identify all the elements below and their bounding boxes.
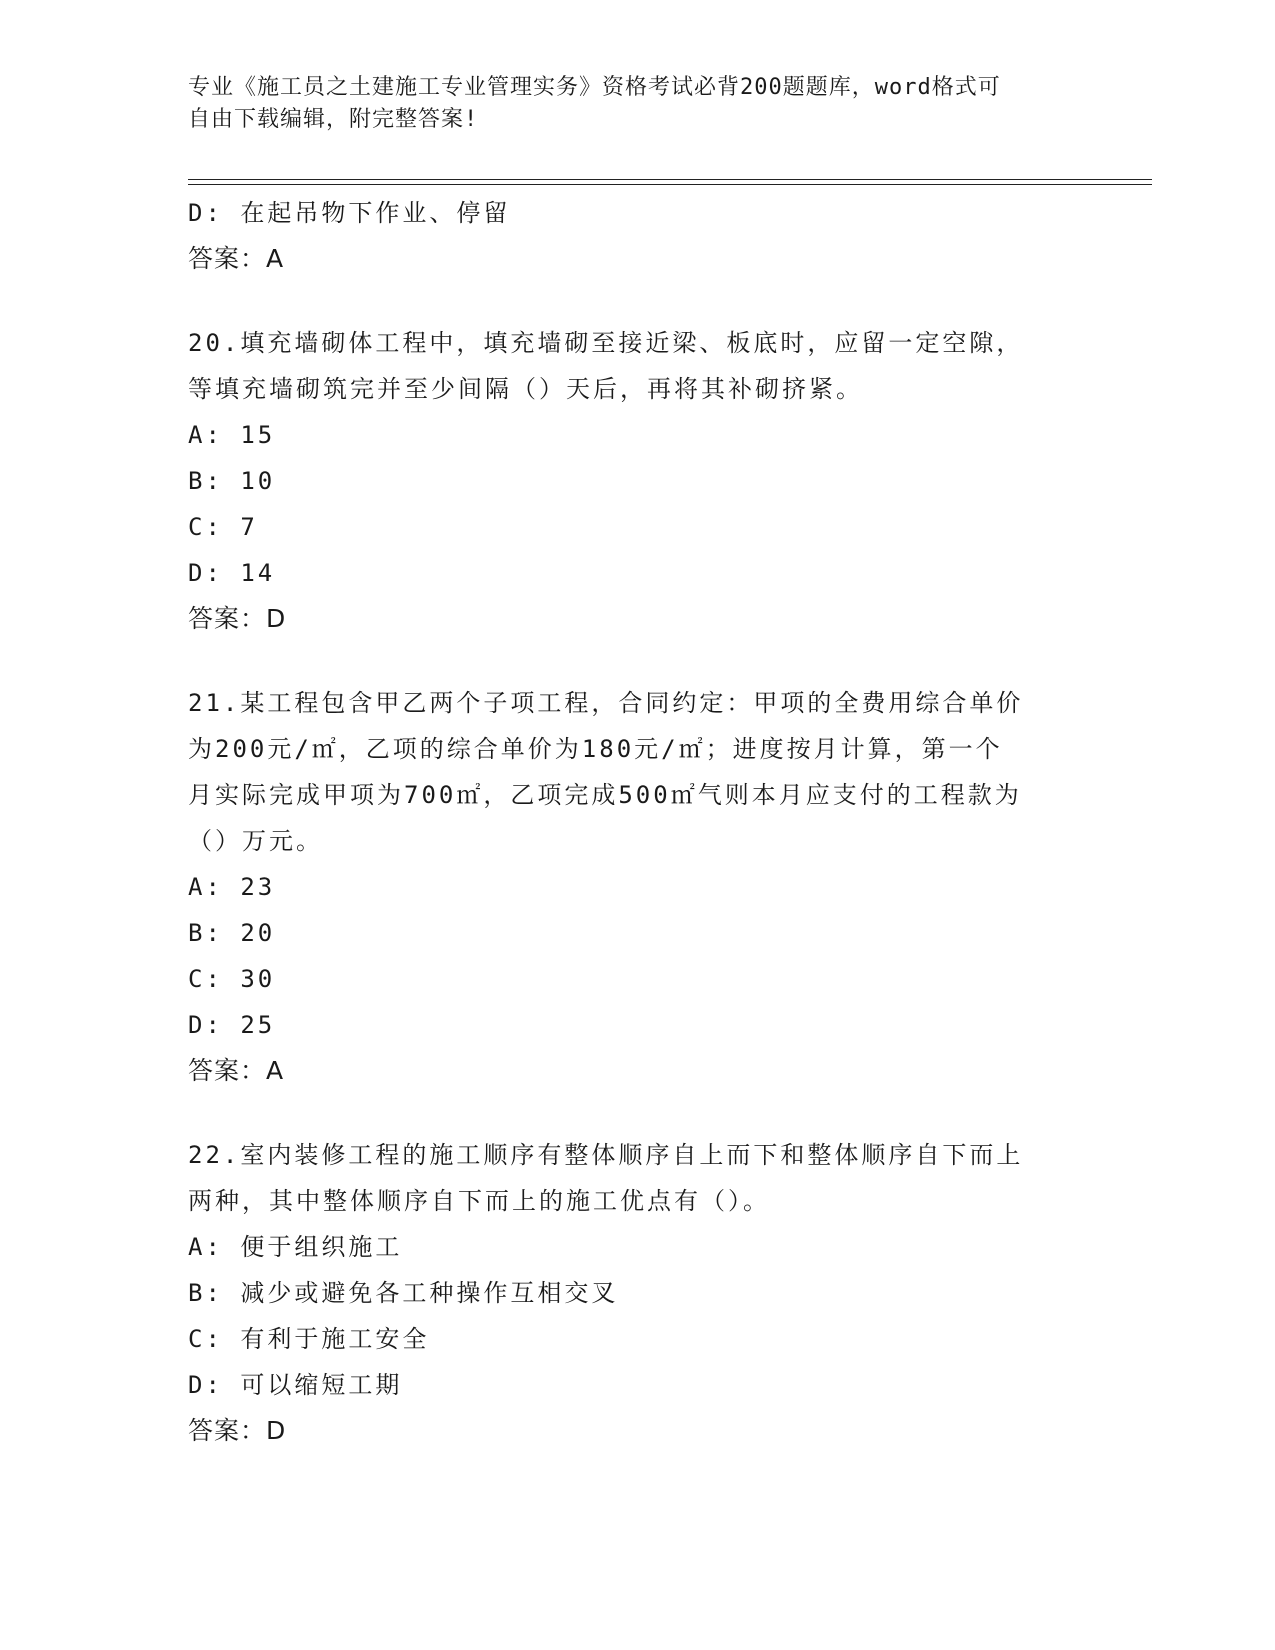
document-body xyxy=(188,190,1088,1454)
option-d: D: 可以缩短工期 xyxy=(188,1371,403,1399)
stem-line: （）万元。 xyxy=(188,827,323,855)
question-stem xyxy=(188,680,1088,864)
option-c: C: 30 xyxy=(188,965,276,993)
header-line-1: 专业《施工员之土建施工专业管理实务》资格考试必背200题题库，word格式可 xyxy=(188,75,1001,100)
option-c: C: 有利于施工安全 xyxy=(188,1325,430,1353)
option-a: A: 便于组织施工 xyxy=(188,1233,403,1261)
previous-question-tail xyxy=(188,190,1088,282)
stem-line: 月实际完成甲项为700㎡，乙项完成500㎡气则本月应支付的工程款为 xyxy=(188,781,1022,809)
option-c: C: 7 xyxy=(188,513,258,541)
stem-line: 22.室内装修工程的施工顺序有整体顺序自上而下和整体顺序自下而上 xyxy=(188,1141,1024,1169)
header-divider-bottom xyxy=(188,184,1152,185)
document-header xyxy=(188,72,1088,136)
stem-line: 两种，其中整体顺序自下而上的施工优点有（）。 xyxy=(188,1187,770,1215)
question-stem xyxy=(188,320,1088,412)
stem-line: 为200元/㎡，乙项的综合单价为180元/㎡；进度按月计算，第一个 xyxy=(188,735,1003,763)
stem-line: 20.填充墙砌体工程中，填充墙砌至接近梁、板底时，应留一定空隙， xyxy=(188,329,1024,357)
answer-line: 答案：D xyxy=(188,1416,287,1445)
question-22 xyxy=(188,1132,1088,1454)
question-21 xyxy=(188,680,1088,1094)
header-divider-top xyxy=(188,179,1152,180)
answer-line: 答案：A xyxy=(188,1056,285,1085)
option-b: B: 减少或避免各工种操作互相交叉 xyxy=(188,1279,619,1307)
option-b: B: 10 xyxy=(188,467,276,495)
option-d: D: 14 xyxy=(188,559,276,587)
option-b: B: 20 xyxy=(188,919,276,947)
question-stem xyxy=(188,1132,1088,1224)
stem-line: 21.某工程包含甲乙两个子项工程，合同约定：甲项的全费用综合单价 xyxy=(188,689,1024,717)
option-d: D: 25 xyxy=(188,1011,276,1039)
answer-line: 答案：D xyxy=(188,604,287,633)
stem-line: 等填充墙砌筑完并至少间隔（）天后，再将其补砌挤紧。 xyxy=(188,375,863,403)
question-20 xyxy=(188,320,1088,642)
option-d: D: 在起吊物下作业、停留 xyxy=(188,199,511,227)
option-a: A: 15 xyxy=(188,421,276,449)
answer-line: 答案：A xyxy=(188,244,285,273)
header-line-2: 自由下载编辑，附完整答案! xyxy=(188,107,479,132)
option-a: A: 23 xyxy=(188,873,276,901)
